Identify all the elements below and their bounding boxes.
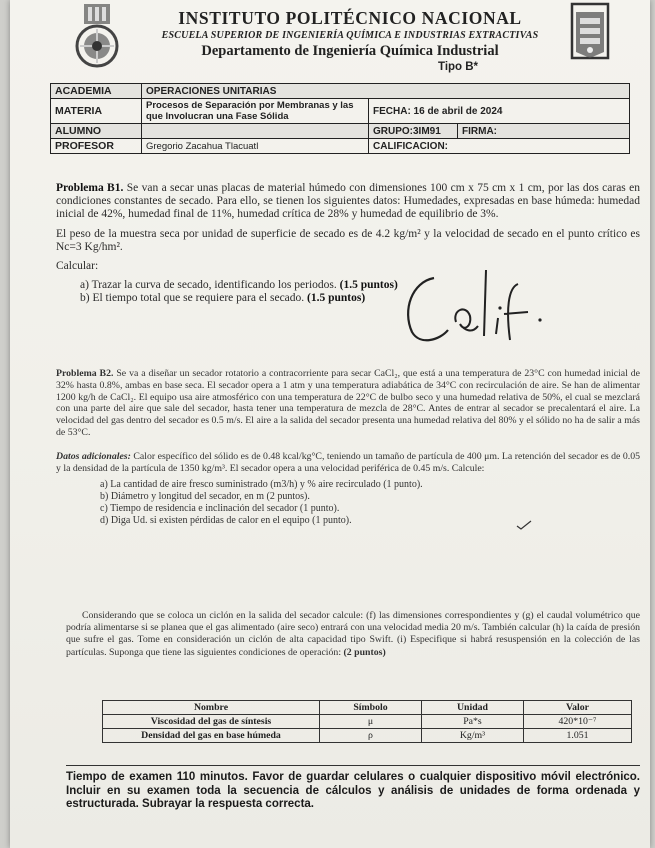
cyclone-section — [66, 610, 640, 659]
table-row: Densidad del gas en base húmeda ρ Kg/m³ 1.051 — [103, 729, 632, 743]
problem-b1 — [56, 182, 640, 306]
problem-b2-data-text: Calor específico del sólido es de 0.48 kcal/kg°C, teniendo un tamaño de partícula de 400 μm. La retención del secador es de 0.05 y la densidad de la partícula de 1350 kg/m³. El secador opera a una velocidad periférica de 0.45 m/s. Calcule: — [56, 450, 640, 474]
problem-b1-item-a: a) Trazar la curva de secado, identificando los periodos. (1.5 puntos) — [80, 279, 398, 292]
problem-b2-item-c: c) Tiempo de residencia e inclinación del secador (1 punto). — [100, 502, 340, 514]
problem-b2-data-label: Datos adicionales: — [56, 450, 131, 462]
exam-type: Tipo B* — [438, 61, 479, 73]
exam-date: FECHA: 16 de abril de 2024 — [369, 99, 630, 124]
problem-b1-title: Problema B1. — [56, 182, 124, 194]
problem-b1-item-b: b) El tiempo total que se requiere para el secado. (1.5 puntos) — [80, 292, 366, 305]
materia-value: Procesos de Separación por Membranas y las que Involucran una Fase Sólida — [142, 99, 369, 124]
exam-instructions: Tiempo de examen 110 minutos. Favor de guardar celulares o cualquier dispositivo móvil electrónico. Incluir en su examen toda la secuencia de cálculos y análisis de unidades de forma ordenada y estructurada. Subrayar la respuesta correcta. — [66, 771, 640, 810]
institution-name: INSTITUTO POLITÉCNICO NACIONAL — [178, 8, 522, 28]
problem-b2-item-d: d) Diga Ud. si existen pérdidas de calor en el equipo (1 punto). — [100, 514, 352, 526]
academia-value: OPERACIONES UNITARIAS — [142, 84, 630, 99]
materia-label: MATERIA — [51, 99, 142, 124]
col-header-nombre: Nombre — [103, 701, 320, 715]
exam-header — [130, 8, 570, 60]
cyclone-text: Considerando que se coloca un ciclón en la salida del secador calcule: (f) las dimensiones correspondientes y (g) el caudal volumétrico que podría alimentarse si se planea que el gas alimentado (aire seco) entrará con una velocidad media 20 m/s. También calcular (h) la caída de presión que sufre el gas. Tome en consideración un ciclón de alta capacidad tipo Swift. (i) Especifique si habrá resuspensión en la colección de las partículas. Suponga que tiene las siguientes condiciones de operación: — [66, 610, 640, 658]
table-row: Viscosidad del gas de síntesis μ Pa*s 420*10⁻⁷ — [103, 715, 632, 729]
school-name: ESCUELA SUPERIOR DE INGENIERÍA QUÍMICA E INDUSTRIAS EXTRACTIVAS — [161, 30, 539, 41]
problem-b2-item-b: b) Diámetro y longitud del secador, en m (2 puntos). — [100, 491, 310, 503]
ipn-crest-icon — [66, 2, 128, 72]
col-header-unidad: Unidad — [422, 701, 524, 715]
exam-sheet — [10, 0, 650, 848]
problem-b2-item-a: a) La cantidad de aire fresco suministrado (m3/h) y % aire recirculado (1 punto). — [100, 479, 423, 491]
col-header-simbolo: Símbolo — [320, 701, 422, 715]
academia-label: ACADEMIA — [51, 84, 142, 99]
cyclone-points: (2 puntos) — [343, 646, 386, 658]
firma-field: FIRMA: — [458, 124, 630, 139]
calificacion-field: CALIFICACION: — [369, 139, 630, 154]
grupo-field: GRUPO:3IM91 — [369, 124, 458, 139]
col-header-valor: Valor — [524, 701, 632, 715]
problem-b1-calc-label: Calcular: — [56, 260, 99, 273]
exam-info-table — [50, 83, 630, 154]
problem-b2 — [56, 368, 640, 527]
alumno-field[interactable] — [142, 124, 369, 139]
problem-b2-title: Problema B2. — [56, 368, 114, 379]
problem-b1-intro: Se van a secar unas placas de material húmedo con dimensiones 100 cm x 75 cm x 1 cm, por las dos caras en condiciones constantes de secado. Para ello, se tienen los siguientes datos: Humedades, expresadas en base húmeda: humedad inicial de 42%, humedad final de 11%, humedad crítica de 28% y humedad de equilibrio de 3%. — [56, 182, 641, 221]
profesor-label: PROFESOR — [51, 139, 142, 154]
profesor-value: Gregorio Zacahua Tlacuatl — [142, 139, 369, 154]
table-header-row — [103, 701, 632, 715]
department-name: Departamento de Ingeniería Química Industrial — [201, 43, 499, 59]
footer-divider — [66, 765, 640, 766]
operating-conditions-table — [102, 700, 632, 743]
esiqie-crest-icon — [570, 2, 610, 62]
check-mark-icon — [516, 520, 532, 530]
problem-b1-weight: El peso de la muestra seca por unidad de superficie de secado es de 4.2 kg/m² y la velocidad de secado en el punto crítico es Nc=3 Kg/hm². — [56, 227, 640, 253]
problem-b2-intro: Se va a diseñar un secador rotatorio a contracorriente para secar CaCl₂, que está a una temperatura de 23°C con humedad inicial de 32% hasta 0.8%, ambas en base seca. El secador opera a 1 atm y una temperatura adiabática de 34°C con recirculación de aire. Se han de alimentar 1200 kg/h de CaCl₂. El equipo usa aire atmosférico con una temperatura de 22°C de bulbo seco y una humedad relativa de 50%, el cual se mezclará con una parte del aire que sale del secador, hasta tener una temperatura de mezcla de 28°C. Antes de entrar al secador se precalentará el aire. La velocidad del gas dentro del secador es 0.5 m/s. El aire a la salida del secador presenta una humedad relativa del 80% y el sólido no ha de salir a más de 53°C. — [56, 368, 641, 438]
alumno-label: ALUMNO — [51, 124, 142, 139]
